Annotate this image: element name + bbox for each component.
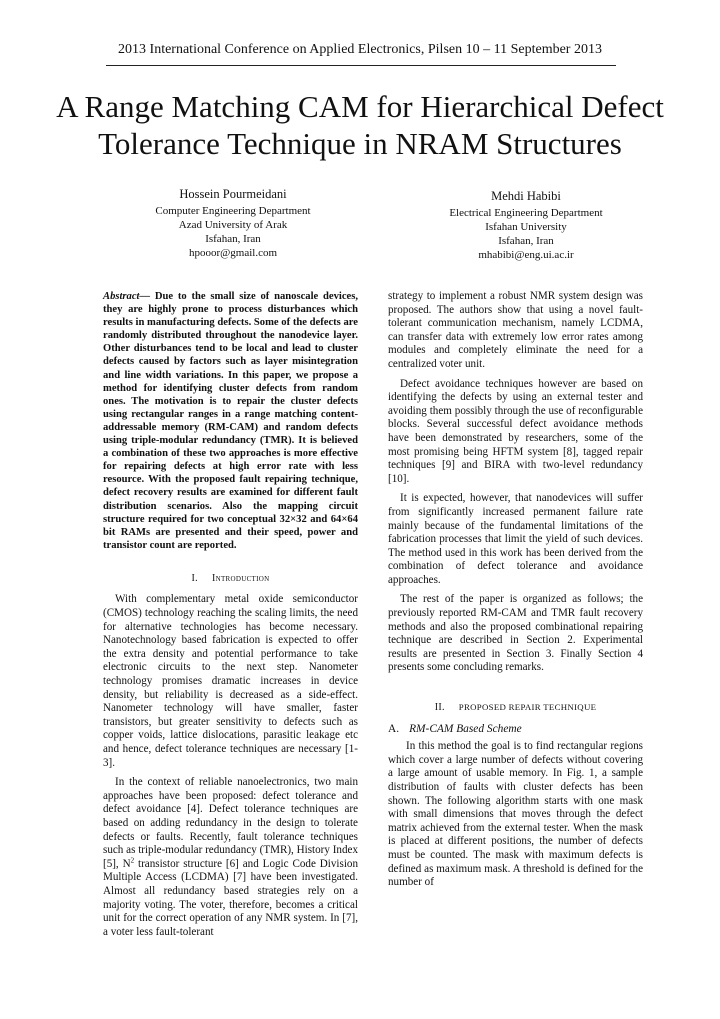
paper-title [40, 88, 680, 162]
subsection-heading [388, 723, 643, 737]
paragraph-text: transistor structure [6] and Logic Code Division Multiple Access (LCDMA) [7] have been investigated. Almost all redundancy based strategies rely on a majority voting. The voter, therefore, becomes a critical unit for the correct operation of any NMR system. In [7], a voter less fault-tolerant [103, 857, 358, 938]
section-number: II. [434, 702, 445, 714]
author-email: mhabibi@eng.ui.ac.ir [478, 249, 574, 261]
right-column [388, 290, 643, 890]
author-name: Mehdi Habibi [491, 189, 561, 203]
abstract-label: Abstract— [103, 291, 151, 302]
header-rule [106, 65, 616, 66]
author-name: Hossein Pourmeidani [179, 187, 287, 201]
paragraph: strategy to implement a robust NMR system design was proposed. The authors show that using a novel fault-tolerant communication mechanism, namely LCDMA, can transfer data with extremely low error rates among modules and completely eliminate the need for a centralized voter unit. [388, 290, 643, 370]
author-city: Isfahan, Iran [205, 233, 261, 245]
paragraph: The rest of the paper is organized as follows; the previously reported RM-CAM and TMR fault recovery methods and also the proposed combinational repairing technique are described in Section 2. Experimental results are presented in Section 3. Finally Section 4 presents some concluding remarks. [388, 593, 643, 674]
section-title: Introduction [211, 572, 270, 584]
paragraph-text: In the context of reliable nanoelectronics, two main approaches have been proposed: defect tolerance and defect avoidance [4]. Defect tolerance techniques are based on adding redundancy in the design to tolerate defects or faults. Recently, fault tolerance techniques such as triple-modular redundancy (TMR), History Index [5], N [103, 776, 358, 870]
author-university: Isfahan University [485, 221, 567, 233]
left-column [103, 290, 358, 939]
author-block-1 [118, 186, 348, 260]
running-header: 2013 International Conference on Applied Electronics, Pilsen 10 – 11 September 2013 [118, 42, 602, 57]
section-title: PROPOSED REPAIR TECHNIQUE [458, 702, 597, 713]
title-line-1: A Range Matching CAM for Hierarchical Defect [56, 89, 664, 124]
section-heading-proposed [388, 701, 643, 715]
author-city: Isfahan, Iran [498, 235, 554, 247]
subsection-number: A. [388, 722, 400, 735]
author-block-2 [396, 188, 656, 262]
abstract [103, 290, 358, 552]
paragraph: With complementary metal oxide semiconductor (CMOS) technology reaching the scaling limits, the need for alternative technologies has become necessary. Nanotechnology based fabrication is expected to offer the extra density and potential performance to take electronic circuits to the next step. Nanometer technology promises dramatic increases in device density, but reliability is decreased as a side-effect. Nanometer technology will have smaller, faster transistors, but greater sensitivity to defects such as copper voids, lattice dislocations, parasitic leakage etc and hence, defect tolerance techniques are necessary [1-3]. [103, 593, 358, 769]
author-university: Azad University of Arak [178, 219, 288, 231]
author-email: hpooor@gmail.com [188, 247, 278, 259]
superscript: 2 [130, 856, 135, 865]
section-heading-introduction [103, 572, 358, 586]
section-number: I. [191, 572, 198, 584]
paragraph [103, 776, 358, 939]
subsection-title: RM-CAM Based Scheme [409, 722, 522, 735]
abstract-text: Due to the small size of nanoscale devices, they are highly prone to process disturbances which results in manufacturing defects. Some of the defects are randomly distributed throughout the nanodevice layer. Other disturbances tend to be local and lead to cluster defects caused by factors such as layer misintegration and line width variations. In this paper, we propose a method for identifying cluster defects from random ones. The motivation is to repair the cluster defects using rectangular ranges in a range matching content-addressable memory (RM-CAM) and random defects using triple-modular redundancy (TMR). It is believed a combination of these two approaches is more effective for repairing defects at high error rate with less resource. With the proposed fault repairing technique, defect recovery results are examined for different fault distribution scenarios. Also the mapping circuit structure required for two conceptual 32×32 and 64×64 bit RAMs are presented and their speed, power and transistor count are reported. [103, 291, 358, 551]
author-department: Computer Engineering Department [155, 205, 311, 217]
title-line-2: Tolerance Technique in NRAM Structures [98, 126, 622, 161]
paragraph: Defect avoidance techniques however are based on identifying the defects by using an external tester and avoiding them possibly through the use of reconfigurable blocks. Several successful defect avoidance methods have been demonstrated by researchers, some of the most promising being HFTM system [8], tagged repair techniques [9] and BIRA with two-level redundancy [10]. [388, 377, 643, 485]
paragraph: It is expected, however, that nanodevices will suffer from significantly increased permanent failure rate mainly because of the fundamental limitations of the fabrication processes that limit the yield of such devices. The method used in this work has been derived from the combination of defect tolerance and avoidance approaches. [388, 492, 643, 586]
author-department: Electrical Engineering Department [449, 207, 603, 219]
paragraph: In this method the goal is to find rectangular regions which cover a large number of defects without covering a large amount of usable memory. In Fig. 1, a sample distribution of faults with cluster defects has been shown. The following algorithm starts with one mask with small dimensions that moves through the defect matrix achieved from the external tester. When the mask is placed at different positions, the number of defects must be counted. The mask with maximum defects is defined as maximum mask. A threshold is defined for the number of [388, 740, 643, 889]
